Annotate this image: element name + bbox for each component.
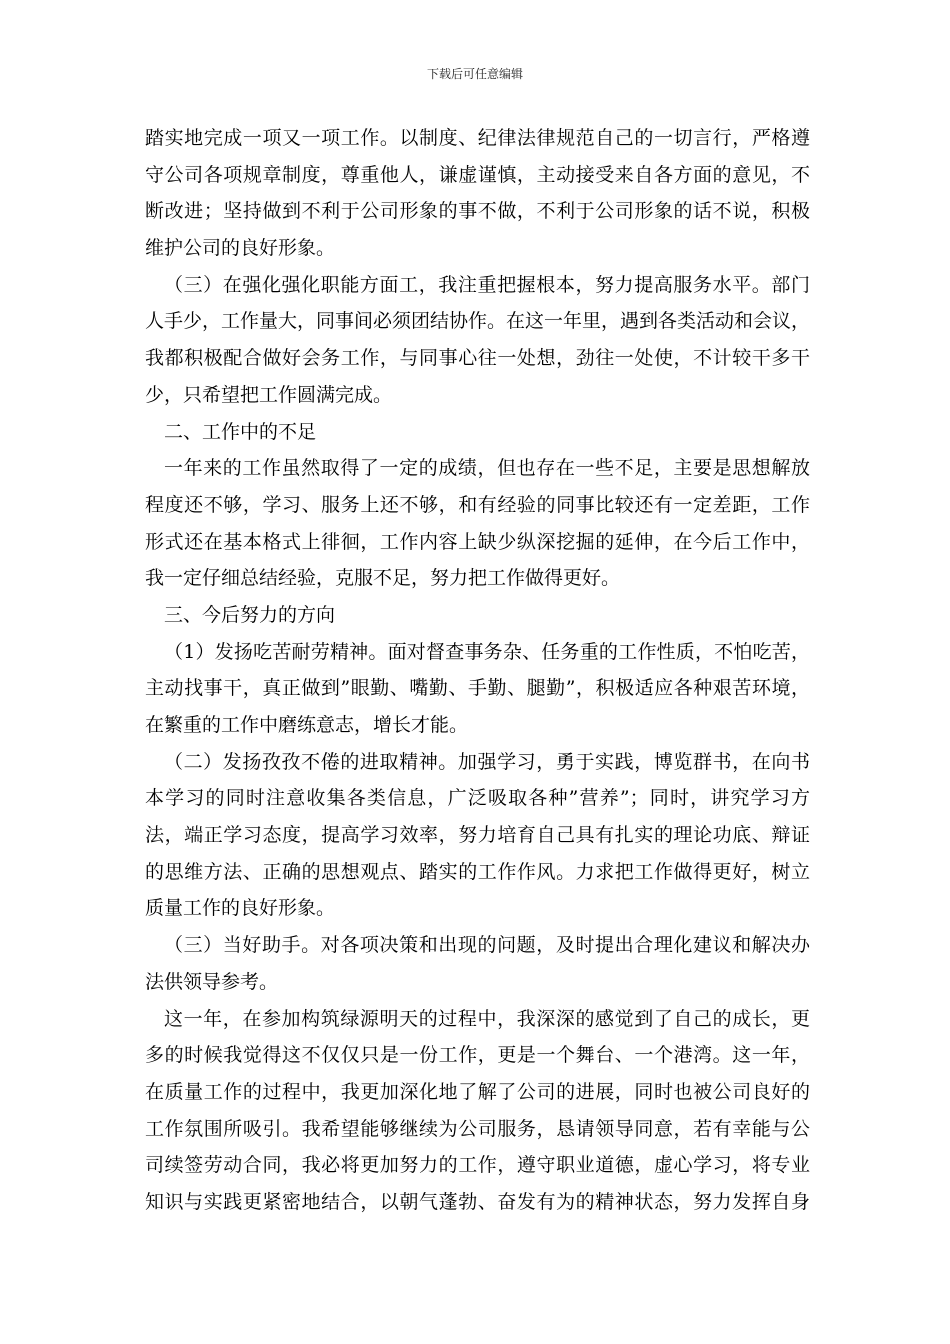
text-line: 程度还不够，学习、服务上还不够，和有经验的同事比较还有一定差距，工作 [145,493,810,516]
text-line: 质量工作的良好形象。 [145,897,336,920]
text-line: （三）当好助手。对各项决策和出现的问题，及时提出合理化建议和解决办 [164,934,810,957]
text-line: （三）在强化强化职能方面工，我注重把握根本，努力提高服务水平。部门 [164,273,810,296]
text-line: 二、工作中的不足 [164,420,317,443]
text-line: 我一定仔细总结经验，克服不足，努力把工作做得更好。 [145,567,621,590]
text-line: 一年来的工作虽然取得了一定的成绩，但也存在一些不足，主要是思想解放 [164,457,810,480]
text-line: 三、今后努力的方向 [164,603,336,626]
text-line: 司续签劳动合同，我必将更加努力的工作，遵守职业道德，虚心学习，将专业 [145,1154,810,1177]
text-line: 我都积极配合做好会务工作，与同事心往一处想，劲往一处使，不计较干多干 [145,347,810,370]
text-line: 工作氛围所吸引。我希望能够继续为公司服务，恳请领导同意，若有幸能与公 [145,1117,810,1140]
text-line: 主动找事干，真正做到”眼勤、嘴勤、手勤、腿勤”，积极适应各种艰苦环境， [145,677,810,700]
text-line: （二）发扬孜孜不倦的进取精神。加强学习，勇于实践，博览群书，在向书 [164,750,810,773]
page-header: 下载后可任意编辑 [426,67,523,81]
text-line: 这一年，在参加构筑绿源明天的过程中，我深深的感觉到了自己的成长，更 [164,1007,810,1030]
text-line: 踏实地完成一项又一项工作。以制度、纪律法律规范自己的一切言行，严格遵 [145,127,810,149]
text-line: （1）发扬吃苦耐劳精神。面对督查事务杂、任务重的工作性质，不怕吃苦， [164,640,810,663]
text-line: 形式还在基本格式上徘徊，工作内容上缺少纵深挖掘的延伸，在今后工作中， [145,530,810,553]
document-body [145,120,810,1221]
text-line: 在质量工作的过程中，我更加深化地了解了公司的进展，同时也被公司良好的 [145,1080,810,1103]
text-line: 知识与实践更紧密地结合，以朝气蓬勃、奋发有为的精神状态，努力发挥自身 [145,1190,810,1213]
text-line: 维护公司的良好形象。 [145,237,336,260]
text-line: 多的时候我觉得这不仅仅只是一份工作，更是一个舞台、一个港湾。这一年， [145,1044,810,1067]
text-line: 本学习的同时注意收集各类信息，广泛吸取各种”营养”；同时，讲究学习方 [145,787,810,810]
text-line: 法，端正学习态度，提高学习效率，努力培育自己具有扎实的理论功底、辩证 [145,824,810,847]
text-line: 的思维方法、正确的思想观点、踏实的工作作风。力求把工作做得更好，树立 [145,860,810,883]
text-line: 少，只希望把工作圆满完成。 [145,383,393,406]
text-line: 在繁重的工作中磨练意志，增长才能。 [145,714,469,736]
text-line: 断改进；坚持做到不利于公司形象的事不做，不利于公司形象的话不说，积极 [145,200,810,223]
text-line: 法供领导参考。 [145,970,279,993]
text-line: 守公司各项规章制度，尊重他人，谦虚谨慎，主动接受来自各方面的意见，不 [145,163,810,186]
text-line: 人手少，工作量大，同事间必须团结协作。在这一年里，遇到各类活动和会议， [145,310,810,333]
